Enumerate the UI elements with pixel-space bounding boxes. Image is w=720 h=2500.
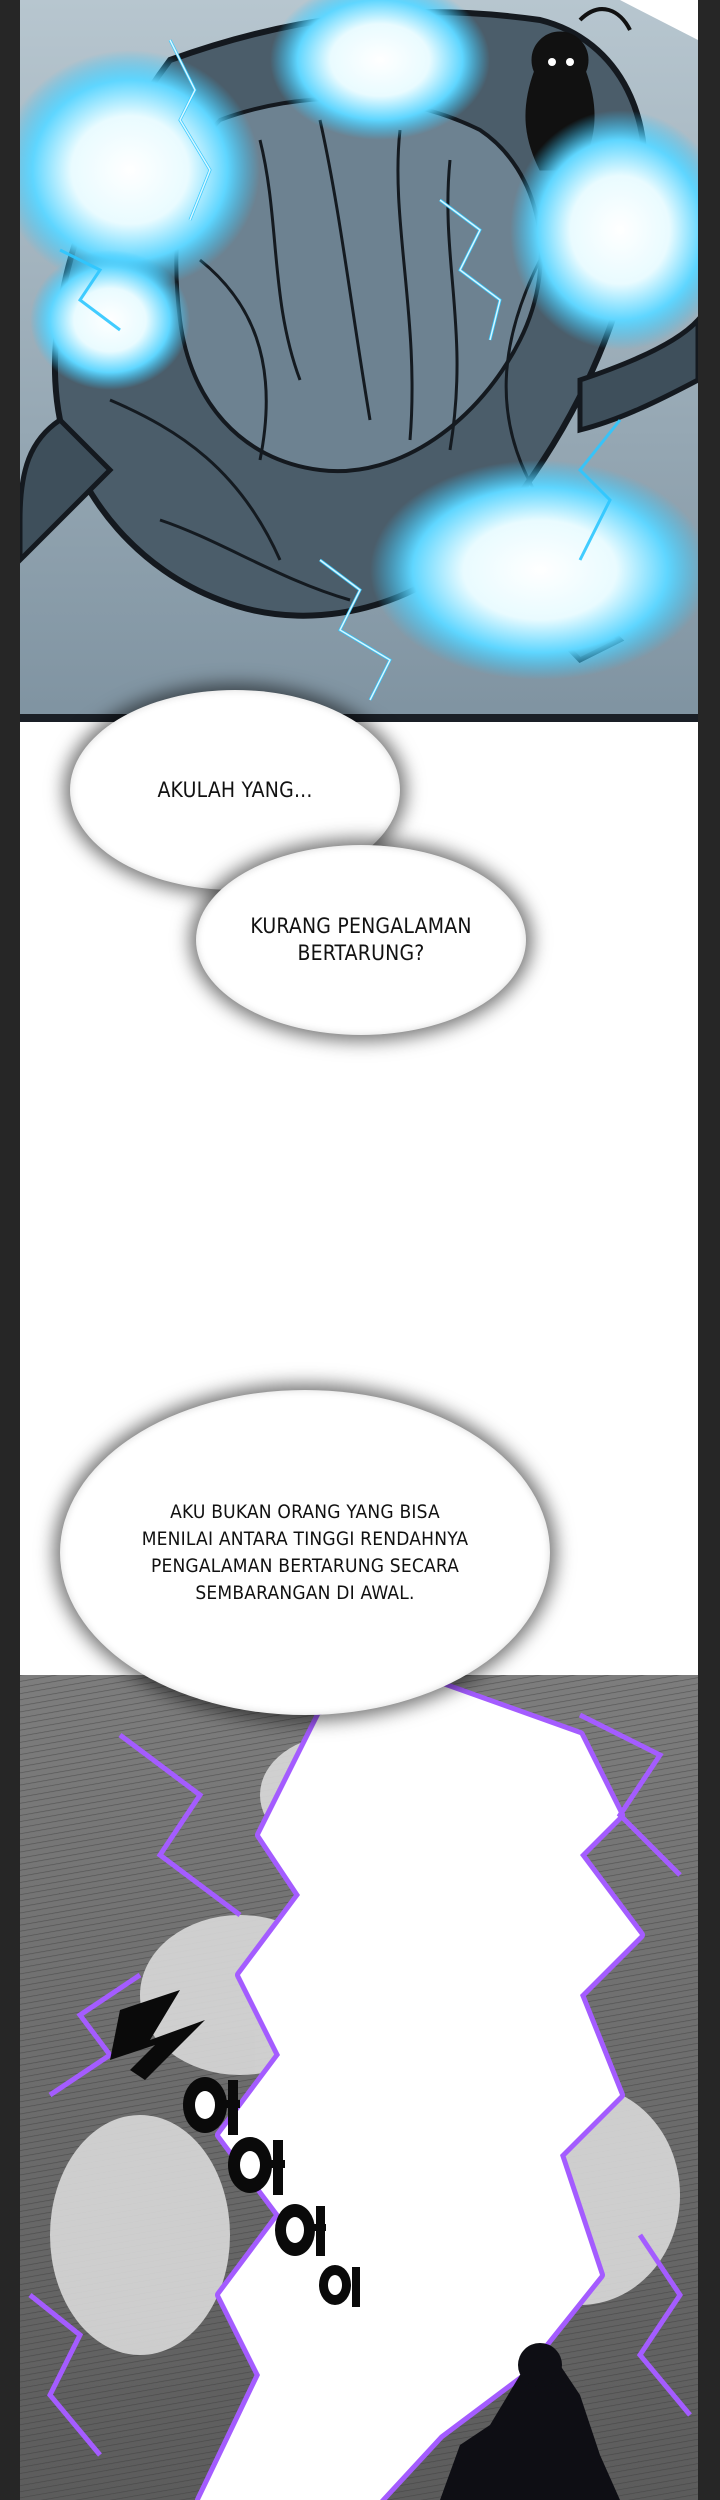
tree-creature-illustration <box>20 0 698 722</box>
speech-bubble-3 <box>60 1390 550 1715</box>
speech-text-1: AKULAH YANG... <box>157 777 313 802</box>
speech-bubble-2 <box>196 845 526 1035</box>
panel-tree-creature <box>20 0 698 722</box>
speech-text-2: KURANG PENGALAMAN BERTARUNG? <box>250 914 472 965</box>
speech-text-3: AKU BUKAN ORANG YANG BISA MENILAI ANTARA TINGGI RENDAHNYA PENGALAMAN BERTARUNG SECARA SEMBARANGAN DI AWAL. <box>141 1500 469 1604</box>
sound-effect-glyphs <box>110 1970 370 2310</box>
